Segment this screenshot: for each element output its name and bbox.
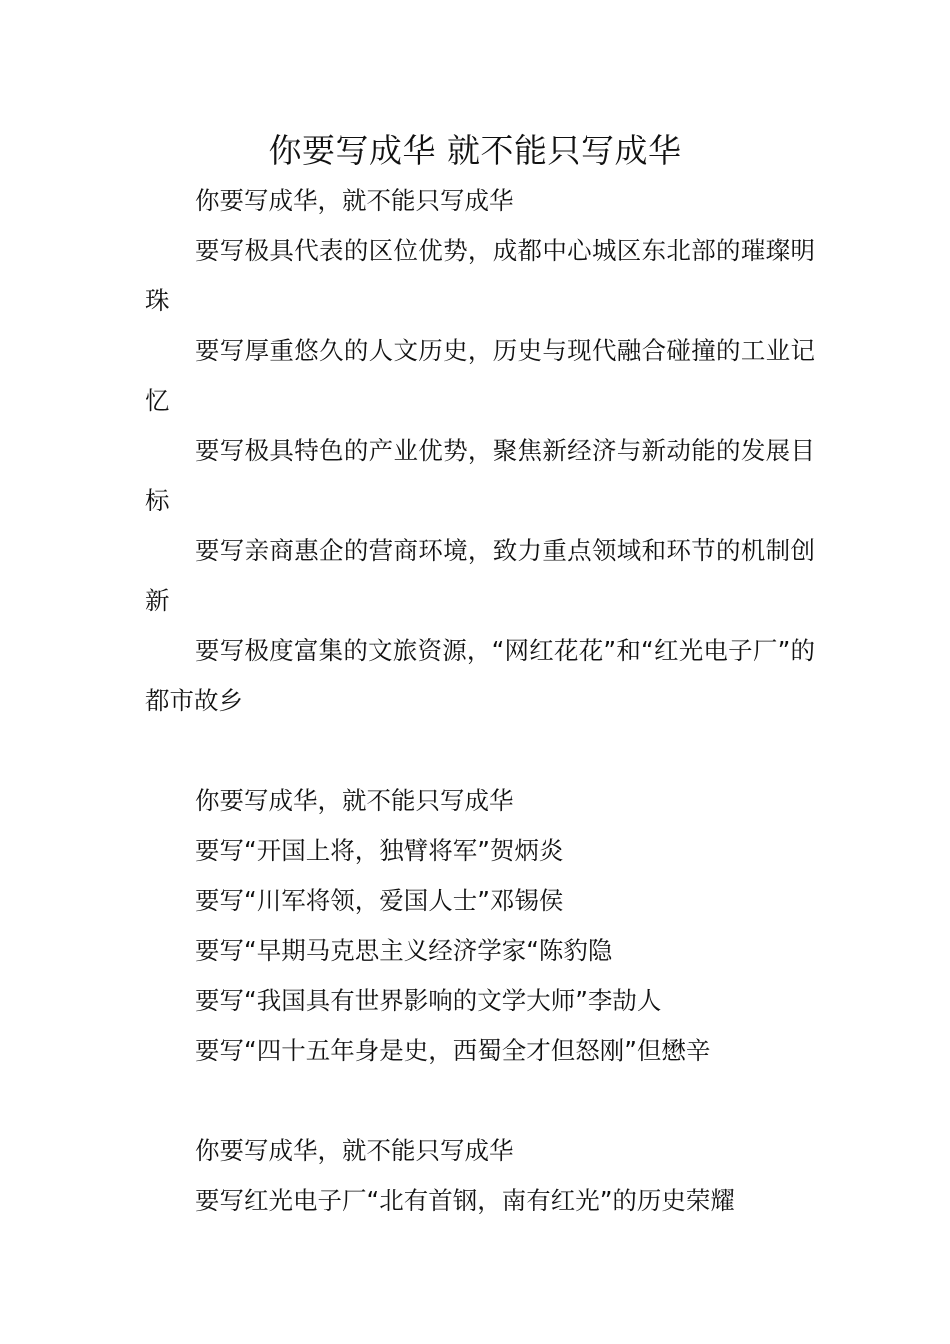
document-title: 你要写成华 就不能只写成华 <box>268 131 682 170</box>
paragraph: 要写极度富集的文旅资源，“网红花花”和“红光电子厂”的都市故乡 <box>145 636 815 715</box>
blank-line <box>145 726 815 776</box>
paragraph: 要写极具代表的区位优势，成都中心城区东北部的璀璨明珠 <box>145 236 815 315</box>
document-body <box>145 176 815 1226</box>
paragraph: 要写“开国上将，独臂将军”贺炳炎 <box>195 836 564 865</box>
paragraph: 要写“四十五年身是史，西蜀全才但怒刚”但懋辛 <box>195 1036 711 1065</box>
paragraph: 你要写成华，就不能只写成华 <box>195 186 514 215</box>
paragraph: 要写“川军将领，爱国人士”邓锡侯 <box>195 886 564 915</box>
blank-line <box>145 1076 815 1126</box>
paragraph: 要写厚重悠久的人文历史，历史与现代融合碰撞的工业记忆 <box>145 336 815 415</box>
paragraph: 要写红光电子厂“北有首钢，南有红光”的历史荣耀 <box>195 1186 735 1215</box>
paragraph: 要写“早期马克思主义经济学家“陈豹隐 <box>195 936 613 965</box>
paragraph: 你要写成华，就不能只写成华 <box>195 786 514 815</box>
paragraph: 要写极具特色的产业优势，聚焦新经济与新动能的发展目标 <box>145 436 815 515</box>
paragraph: 要写“我国具有世界影响的文学大师”李劼人 <box>195 986 662 1015</box>
paragraph: 你要写成华，就不能只写成华 <box>195 1136 514 1165</box>
paragraph: 要写亲商惠企的营商环境，致力重点领域和环节的机制创新 <box>145 536 815 615</box>
